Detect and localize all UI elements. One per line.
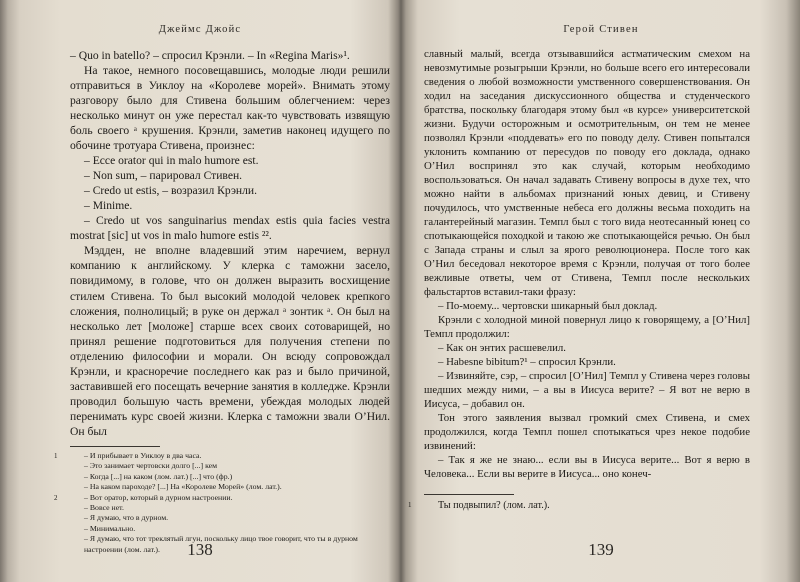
footnote-rule bbox=[70, 446, 160, 447]
page-number-right: 139 bbox=[588, 540, 614, 559]
footnote bbox=[70, 503, 390, 513]
paragraph: – Извиняйте, сэр, – спросил [О’Нил] Темпл у Стивена через головы шедших между ними, – а вы в Иисуса верите? – Я вот не верю в Иисуса, – добавил он. bbox=[424, 369, 750, 410]
footnote-text: – Это занимает чертовски долго [...] кем bbox=[84, 461, 218, 471]
footnote bbox=[70, 513, 390, 523]
footnote-text: – Минимально. bbox=[84, 523, 136, 533]
footnote-marker: 2 bbox=[54, 493, 58, 502]
footnote-text: – Вовсе нет. bbox=[84, 503, 124, 513]
footnote bbox=[70, 472, 390, 482]
footnote-text: – Я думаю, что в дурном. bbox=[84, 513, 169, 523]
paragraph: – Habesne bibitum?¹ – спросил Крэнли. bbox=[438, 355, 616, 368]
footnote bbox=[70, 482, 390, 492]
running-head-right: Герой Стивен bbox=[563, 24, 639, 35]
right-page bbox=[402, 0, 800, 582]
footnote-text: – Я думаю, что тот треклятый лгун, поскольку лицо твое говорит, что ты в дурном настроении (лом. лат.). bbox=[84, 534, 358, 554]
paragraph: – Non sum, – парировал Стивен. bbox=[84, 169, 243, 183]
footnote-text: – И прибывает в Уиклоу в два часа. bbox=[84, 451, 202, 460]
right-footnotes bbox=[408, 494, 750, 513]
left-footnotes bbox=[54, 446, 390, 555]
footnote bbox=[408, 499, 750, 513]
paragraph: – Так я же не знаю... если вы в Иисуса верите... Вот я верю в Человека... Если вы верите в Иисуса... оно конеч- bbox=[424, 453, 750, 480]
paragraph: Крэнли с холодной миной повернул лицо к говорящему, а [О’Нил] Темпл продолжил: bbox=[424, 313, 750, 340]
paragraph: Тон этого заявления вызвал громкий смех Стивена, и смех продолжился, когда Темпл пошел спотыкаться чрез некое подобие извинений: bbox=[424, 411, 750, 452]
footnote-text: – На каком пароходе? [...] На «Королеве Морей» (лом. лат.). bbox=[84, 482, 282, 492]
paragraph: – Credo ut vos sanguinarius mendax estis quia facies vestra mostrat [sic] ut vos in malo humore estis ²². bbox=[70, 214, 390, 243]
footnote bbox=[54, 492, 390, 503]
paragraph: славный малый, всегда отзывавшийся астматическим смехом на невозмутимые розыгрыши Крэнли, но больше всего его интересовали сведения о любой возможности умственного совершенствования. Он ходил на заседания дискуссионного общества и студенческого братства, поскольку благодаря этому был «в курсе» университетской жизни. Будучи осторожным и осмотрительным, он тем не менее позволял Крэнли «поддевать» его по поводу делу. Стивен попытался уклонить компанию от пересудов по поводу его доклада, однако О’Нил воспринял это как случай, которым необходимо воспользоваться. Он начал задавать Стивену вопросы в духе тех, что можно найти в альбомах признаний юных девиц, и Стивену почудилось, что умственные небеса его должны весьма походить на галантерейный магазин. Темпл был с того вида неотесанный юнец со спотыкающейся походкой и такою же спотыкающейся речью. Он был с Запада страны и слыл за ярого революционера. После того как О’Нил беседовал некоторое время с Крэнли, получая от того более вежливые ответы, чем от Стивена, Темпл после нескольких фальстартов вставил-таки фразу: bbox=[424, 48, 750, 298]
footnote-text: – Вот оратор, который в дурном настроении. bbox=[84, 492, 233, 502]
footnote-text: Ты подвыпил? (лом. лат.). bbox=[438, 500, 550, 511]
paragraph: – Minime. bbox=[84, 199, 133, 213]
footnote-marker: 1 bbox=[54, 452, 58, 460]
page-number-left: 138 bbox=[187, 540, 213, 559]
footnote-marker: 1 bbox=[408, 501, 412, 509]
footnote bbox=[70, 524, 390, 534]
paragraph: – Как он энтих расшевелил. bbox=[438, 341, 566, 354]
footnote bbox=[54, 451, 390, 461]
footnote-text: – Когда [...] на каком (лом. лат.) [...] что (фр.) bbox=[84, 471, 233, 481]
paragraph: – Credo ut estis, – возразил Крэнли. bbox=[84, 184, 258, 198]
footnote bbox=[70, 461, 390, 471]
left-body-text bbox=[70, 48, 390, 439]
running-head-left: Джеймс Джойс bbox=[158, 24, 242, 35]
footnote-rule bbox=[424, 494, 514, 495]
paragraph: Ha такое, немного посовещавшись, молодые люди решили отправиться в Уиклоу на «Королеве морей». Внимать этому разговору было для Стивена большим облегчением: через несколько минут он уже перестал как-то чувствовать извящую боль своего ᵃ крушения. Крэнли, заметив наконец идущего по обочине тротуара Стивена, произнес: bbox=[70, 64, 390, 153]
paragraph: – Ecce orator qui in malo humore est. bbox=[84, 154, 259, 168]
paragraph: Мэдден, не вполне владевший этим наречием, вернул компанию к английскому. У клерка с таможни засело, повидимому, в голове, что он должен выразить восхищение стилем Стивена. То был высокий молодой человек крепкого сложения, полнолицый; в руке он держал ᵃ зонтик ᵃ. Он был на несколько лет [моложе] старше всех своих сотоварищей, но принял решение подготовиться для получения степени по отделению философии и морали. Он всюду сопровождал Крэнли, и красноречие последнего как раз и было причиной, заставившей его посещать вечерние занятия в колледже. Крэнли проводил большую часть времени, убеждая молодых людей перенимать курс своей жизни. Клерка с таможни звали О’Нил. Он был bbox=[70, 244, 390, 438]
paragraph: – По-моему... чертовски шикарный был доклад. bbox=[438, 299, 658, 312]
paragraph: – Quo in batello? – спросил Крэнли. – In «Regina Maris»¹. bbox=[70, 49, 350, 62]
right-body-text bbox=[424, 48, 750, 482]
